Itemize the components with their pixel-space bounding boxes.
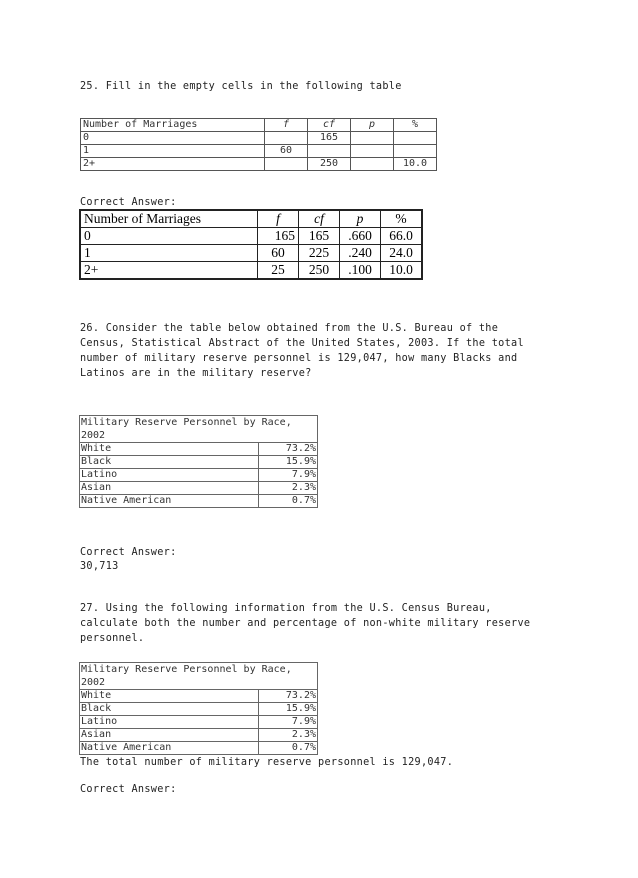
- race-percent: 2.3%: [259, 482, 318, 495]
- table-row: [80, 703, 318, 716]
- table-row: [80, 228, 422, 245]
- table-cell: 1: [81, 145, 265, 158]
- table-header: %: [394, 119, 437, 132]
- table-cell: .100: [340, 262, 381, 280]
- table-cell: 165: [258, 228, 299, 245]
- table-cell: .240: [340, 245, 381, 262]
- race-percent: 0.7%: [259, 742, 318, 755]
- table-row: [80, 456, 318, 469]
- table-cell: [265, 132, 308, 145]
- race-percent: 7.9%: [259, 469, 318, 482]
- table-row: [81, 158, 437, 171]
- q26-answer-value: 30,713: [80, 561, 119, 572]
- q25-table: [80, 118, 437, 171]
- table-title-row: [80, 663, 318, 690]
- table-cell: [394, 132, 437, 145]
- table-cell: 250: [299, 262, 340, 280]
- q27-prompt: 27. Using the following information from the U.S. Census Bureau, calculate both the number and percentage of non-white military reserve personnel.: [80, 603, 531, 644]
- q27-answer-label: Correct Answer:: [80, 784, 177, 795]
- table-cell: .660: [340, 228, 381, 245]
- table-header: cf: [308, 119, 351, 132]
- race-percent: 15.9%: [259, 703, 318, 716]
- q26-race-table: [79, 415, 318, 508]
- table-cell: 1: [80, 245, 258, 262]
- race-name: Asian: [80, 482, 259, 495]
- table-row: [80, 495, 318, 508]
- race-percent: 73.2%: [259, 690, 318, 703]
- table-row: [80, 443, 318, 456]
- table-cell: 0: [80, 228, 258, 245]
- table-cell: 60: [258, 245, 299, 262]
- race-name: Asian: [80, 729, 259, 742]
- table-cell: [351, 145, 394, 158]
- table-cell: 2+: [80, 262, 258, 280]
- q26-answer-label: Correct Answer:: [80, 547, 177, 558]
- table-cell: 10.0: [381, 262, 423, 280]
- table-title: Military Reserve Personnel by Race, 2002: [80, 663, 318, 690]
- table-cell: [394, 145, 437, 158]
- table-header: Number of Marriages: [80, 210, 258, 228]
- table-row: [81, 145, 437, 158]
- q27-race-table: [79, 662, 318, 755]
- race-name: White: [80, 690, 259, 703]
- q25-prompt: 25. Fill in the empty cells in the following table: [80, 81, 402, 92]
- table-row: [81, 132, 437, 145]
- q25-answer-table: [79, 209, 423, 280]
- race-name: White: [80, 443, 259, 456]
- table-cell: [265, 158, 308, 171]
- table-cell: 2+: [81, 158, 265, 171]
- race-name: Native American: [80, 742, 259, 755]
- table-cell: 225: [299, 245, 340, 262]
- race-percent: 2.3%: [259, 729, 318, 742]
- table-header-row: [80, 210, 422, 228]
- table-header: f: [258, 210, 299, 228]
- table-row: [80, 469, 318, 482]
- table-row: [80, 245, 422, 262]
- race-name: Black: [80, 456, 259, 469]
- q27-total-note: The total number of military reserve personnel is 129,047.: [80, 757, 454, 768]
- table-header: Number of Marriages: [81, 119, 265, 132]
- race-percent: 7.9%: [259, 716, 318, 729]
- table-row: [80, 690, 318, 703]
- q26-prompt: 26. Consider the table below obtained from the U.S. Bureau of the Census, Statistical Abstract of the United States, 2003. If the total number of military reserve personnel is 129,047, how many Blacks and Latinos are in the military reserve?: [80, 323, 524, 379]
- table-cell: 165: [308, 132, 351, 145]
- q25-answer-label: Correct Answer:: [80, 197, 177, 208]
- table-cell: 66.0: [381, 228, 423, 245]
- table-row: [80, 729, 318, 742]
- table-cell: 24.0: [381, 245, 423, 262]
- race-name: Black: [80, 703, 259, 716]
- race-name: Latino: [80, 469, 259, 482]
- table-row: [80, 482, 318, 495]
- race-percent: 0.7%: [259, 495, 318, 508]
- table-row: [80, 716, 318, 729]
- table-header-row: [81, 119, 437, 132]
- table-cell: [351, 132, 394, 145]
- table-row: [80, 742, 318, 755]
- table-cell: [308, 145, 351, 158]
- table-header: f: [265, 119, 308, 132]
- table-title: Military Reserve Personnel by Race, 2002: [80, 416, 318, 443]
- table-cell: 165: [299, 228, 340, 245]
- table-cell: 0: [81, 132, 265, 145]
- table-cell: 10.0: [394, 158, 437, 171]
- table-header: p: [340, 210, 381, 228]
- table-cell: 25: [258, 262, 299, 280]
- table-cell: [351, 158, 394, 171]
- table-header: %: [381, 210, 423, 228]
- table-cell: 250: [308, 158, 351, 171]
- race-name: Native American: [80, 495, 259, 508]
- race-name: Latino: [80, 716, 259, 729]
- table-cell: 60: [265, 145, 308, 158]
- race-percent: 73.2%: [259, 443, 318, 456]
- race-percent: 15.9%: [259, 456, 318, 469]
- table-title-row: [80, 416, 318, 443]
- table-row: [80, 262, 422, 280]
- table-header: cf: [299, 210, 340, 228]
- table-header: p: [351, 119, 394, 132]
